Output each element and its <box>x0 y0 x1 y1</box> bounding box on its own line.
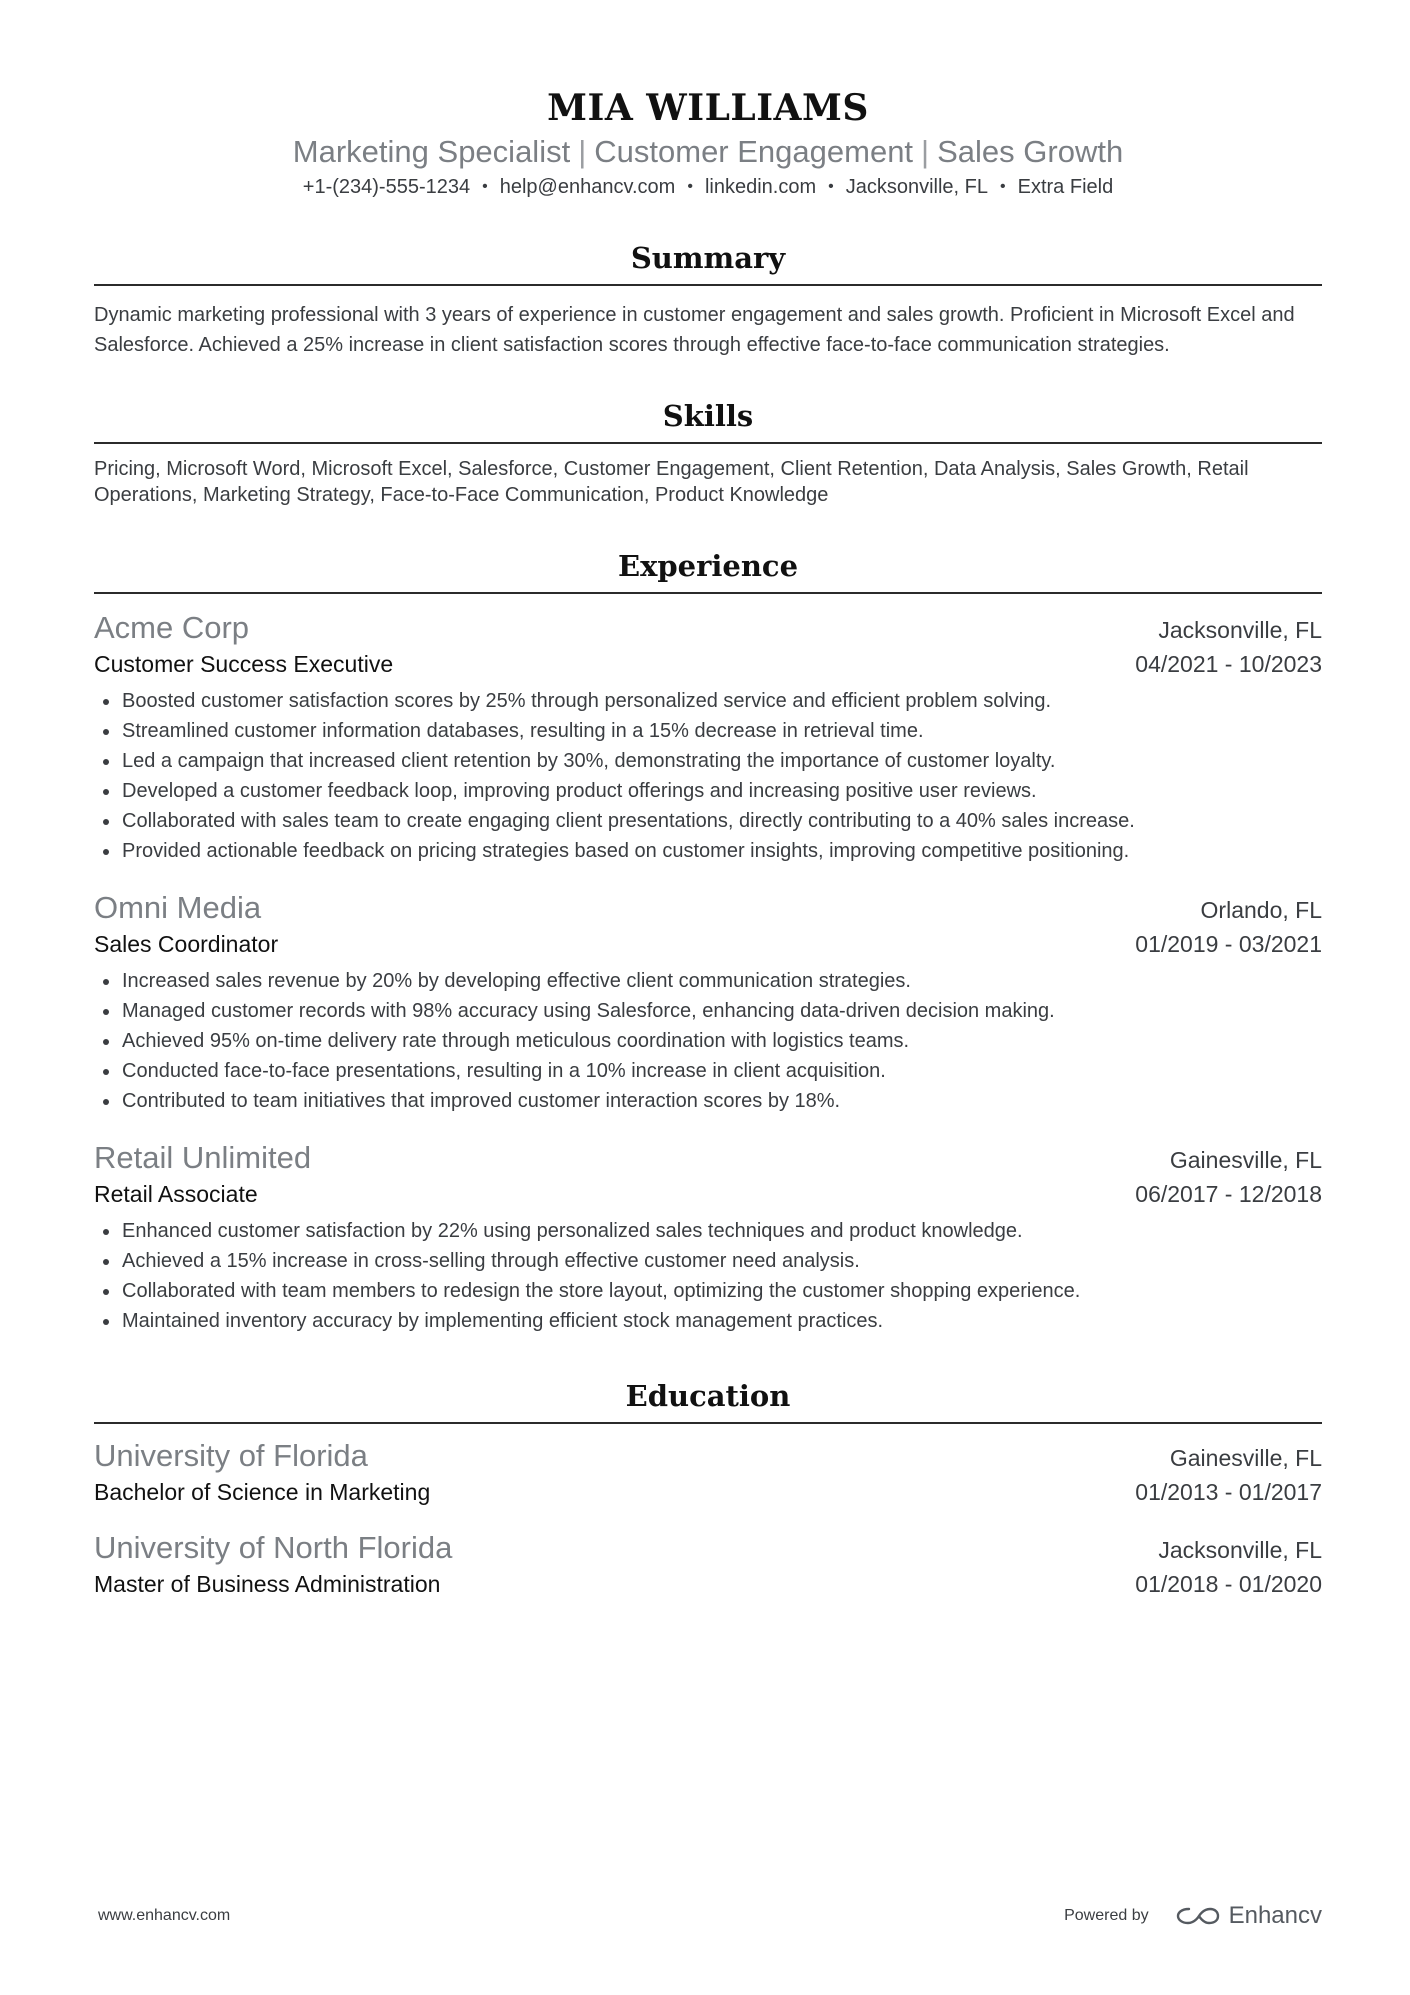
bullet-item: Streamlined customer information databases, resulting in a 15% decrease in retrieval time. <box>122 716 1322 746</box>
bullet-item: Increased sales revenue by 20% by developing effective client communication strategies. <box>122 966 1322 996</box>
headline-title-2: Customer Engagement <box>594 134 914 169</box>
headline-title-1: Marketing Specialist <box>292 134 571 169</box>
experience-entry <box>94 888 1322 1116</box>
bullet-item: Enhanced customer satisfaction by 22% using personalized sales techniques and product knowledge. <box>122 1216 1322 1246</box>
powered-by-label: Powered by <box>1064 1907 1149 1924</box>
contact-separator: • <box>1000 178 1006 195</box>
bullet-item: Collaborated with sales team to create engaging client presentations, directly contributing to a 40% sales increase. <box>122 806 1322 836</box>
job-location: Jacksonville, FL <box>1158 617 1322 643</box>
job-bullets <box>94 1216 1322 1336</box>
job-dates: 04/2021 - 10/2023 <box>1135 651 1322 677</box>
school-location: Gainesville, FL <box>1169 1445 1322 1471</box>
education-dates: 01/2018 - 01/2020 <box>1135 1571 1322 1597</box>
bullet-item: Developed a customer feedback loop, improving product offerings and increasing positive user reviews. <box>122 776 1322 806</box>
company-name: Omni Media <box>94 890 262 925</box>
headline-separator: | <box>578 134 587 169</box>
education-entry <box>94 1528 1322 1600</box>
summary-text: Dynamic marketing professional with 3 years of experience in customer engagement and sales growth. Proficient in Microsoft Excel and Salesforce. Achieved a 25% increase in client satisfaction scores through effective face-to-face communication strategies. <box>94 304 1295 356</box>
school-location: Jacksonville, FL <box>1158 1537 1322 1563</box>
experience-entry <box>94 1138 1322 1336</box>
bullet-item: Boosted customer satisfaction scores by 25% through personalized service and efficient problem solving. <box>122 686 1322 716</box>
contact-linkedin[interactable]: linkedin.com <box>704 176 817 198</box>
bullet-item: Collaborated with team members to redesign the store layout, optimizing the customer shopping experience. <box>122 1276 1322 1306</box>
degree: Master of Business Administration <box>94 1571 441 1597</box>
powered-by <box>1064 1902 1322 1930</box>
contact-location: Jacksonville, FL <box>845 176 988 198</box>
resume-page <box>94 0 1322 1600</box>
experience-entry <box>94 608 1322 866</box>
headline-separator: | <box>921 134 930 169</box>
job-dates: 01/2019 - 03/2021 <box>1135 931 1322 957</box>
section-title-summary: Summary <box>94 238 1322 286</box>
bullet-item: Achieved a 15% increase in cross-selling through effective customer need analysis. <box>122 1246 1322 1276</box>
section-title-education: Education <box>94 1376 1322 1424</box>
contact-separator: • <box>482 178 488 195</box>
job-title: Sales Coordinator <box>94 931 279 957</box>
skills-section <box>94 396 1322 508</box>
job-title: Retail Associate <box>94 1181 258 1207</box>
job-location: Orlando, FL <box>1200 897 1322 923</box>
contact-extra: Extra Field <box>1017 176 1114 198</box>
resume-header <box>94 0 1322 202</box>
bullet-item: Maintained inventory accuracy by implementing efficient stock management practices. <box>122 1306 1322 1336</box>
contact-separator: • <box>687 178 693 195</box>
section-title-experience: Experience <box>94 546 1322 594</box>
job-dates: 06/2017 - 12/2018 <box>1135 1181 1322 1207</box>
footer-website-link[interactable]: www.enhancv.com <box>98 1907 231 1924</box>
contact-line <box>94 174 1322 202</box>
school-name: University of North Florida <box>94 1530 453 1565</box>
section-title-skills: Skills <box>94 396 1322 444</box>
headline <box>94 132 1322 172</box>
job-title: Customer Success Executive <box>94 651 394 677</box>
job-bullets <box>94 966 1322 1116</box>
job-location: Gainesville, FL <box>1169 1147 1322 1173</box>
bullet-item: Conducted face-to-face presentations, resulting in a 10% increase in client acquisition. <box>122 1056 1322 1086</box>
company-name: Acme Corp <box>94 610 250 645</box>
skills-text: Pricing, Microsoft Word, Microsoft Excel, Salesforce, Customer Engagement, Client Retention, Data Analysis, Sales Growth, Retail Operations, Marketing Strategy, Face-to-Face Communication, Product Knowledge <box>94 458 1249 506</box>
education-dates: 01/2013 - 01/2017 <box>1135 1479 1322 1505</box>
bullet-item: Contributed to team initiatives that improved customer interaction scores by 18%. <box>122 1086 1322 1116</box>
brand-name: Enhancv <box>1228 1902 1322 1929</box>
job-bullets <box>94 686 1322 866</box>
company-name: Retail Unlimited <box>94 1140 312 1175</box>
summary-section <box>94 238 1322 360</box>
experience-section <box>94 546 1322 1336</box>
contact-email[interactable]: help@enhancv.com <box>499 176 676 198</box>
contact-phone: +1-(234)-555-1234 <box>302 176 471 198</box>
contact-separator: • <box>828 178 834 195</box>
bullet-item: Provided actionable feedback on pricing strategies based on customer insights, improving competitive positioning. <box>122 836 1322 866</box>
headline-title-3: Sales Growth <box>937 134 1124 169</box>
bullet-item: Managed customer records with 98% accuracy using Salesforce, enhancing data-driven decision making. <box>122 996 1322 1026</box>
education-section <box>94 1376 1322 1600</box>
education-entry <box>94 1436 1322 1508</box>
degree: Bachelor of Science in Marketing <box>94 1479 431 1505</box>
school-name: University of Florida <box>94 1438 368 1473</box>
enhancv-logo-icon <box>1175 1904 1221 1928</box>
bullet-item: Led a campaign that increased client retention by 30%, demonstrating the importance of customer loyalty. <box>122 746 1322 776</box>
brand-logo[interactable] <box>1175 1902 1322 1930</box>
bullet-item: Achieved 95% on-time delivery rate through meticulous coordination with logistics teams. <box>122 1026 1322 1056</box>
candidate-name: MIA WILLIAMS <box>547 87 869 129</box>
page-footer <box>98 1902 1322 1930</box>
